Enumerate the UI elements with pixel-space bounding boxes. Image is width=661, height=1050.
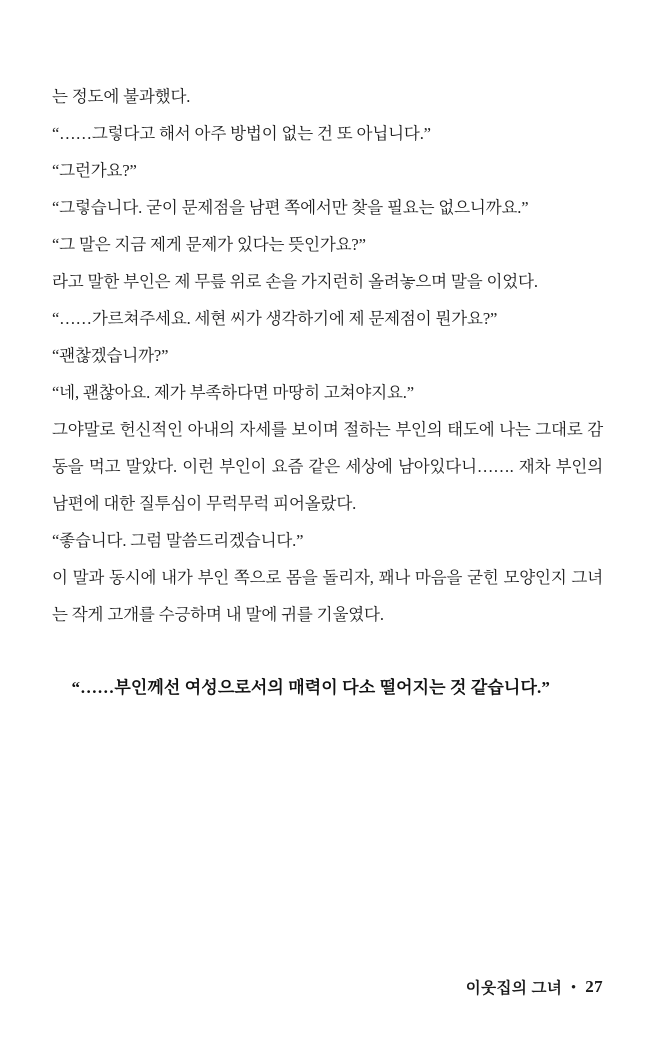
- paragraph: “그 말은 지금 제게 문제가 있다는 뜻인가요?”: [52, 235, 366, 254]
- paragraph: “그렇습니다. 굳이 문제점을 남편 쪽에서만 찾을 필요는 없으니까요.”: [52, 198, 529, 217]
- paragraph: 그야말로 헌신적인 아내의 자세를 보이며 절하는 부인의 태도에 나는 그대로 감동을 먹고 말았다. 이런 부인이 요즘 같은 세상에 남아있다니……. 재차 부인의 남편에 대한 질투심이 무럭무럭 피어올랐다.: [52, 420, 603, 513]
- footer-title: 이웃집의 그녀: [465, 980, 563, 997]
- page-footer: [466, 976, 603, 998]
- paragraph: “괜찮겠습니까?”: [52, 346, 169, 365]
- page-number: 27: [585, 977, 603, 996]
- page-body: [52, 78, 603, 633]
- paragraph: “좋습니다. 그럼 말씀드리겠습니다.”: [52, 531, 304, 550]
- paragraph: 이 말과 동시에 내가 부인 쪽으로 몸을 돌리자, 꽤나 마음을 굳힌 모양인지 그녀는 작게 고개를 수긍하며 내 말에 귀를 기울였다.: [52, 568, 603, 624]
- paragraph: “……그렇다고 해서 아주 방법이 없는 건 또 아닙니다.”: [52, 124, 431, 143]
- paragraph: “네, 괜찮아요. 제가 부족하다면 마땅히 고쳐야지요.”: [52, 383, 414, 402]
- emphasis-paragraph: “……부인께선 여성으로서의 매력이 다소 떨어지는 것 같습니다.”: [71, 678, 550, 697]
- paragraph: 라고 말한 부인은 제 무릎 위로 손을 가지런히 올려놓으며 말을 이었다.: [52, 272, 538, 291]
- paragraph: “……가르쳐주세요. 세현 씨가 생각하기에 제 문제점이 뭔가요?”: [52, 309, 498, 328]
- paragraph: 는 정도에 불과했다.: [52, 87, 191, 106]
- footer-separator: •: [571, 978, 577, 994]
- paragraph: “그런가요?”: [52, 161, 137, 180]
